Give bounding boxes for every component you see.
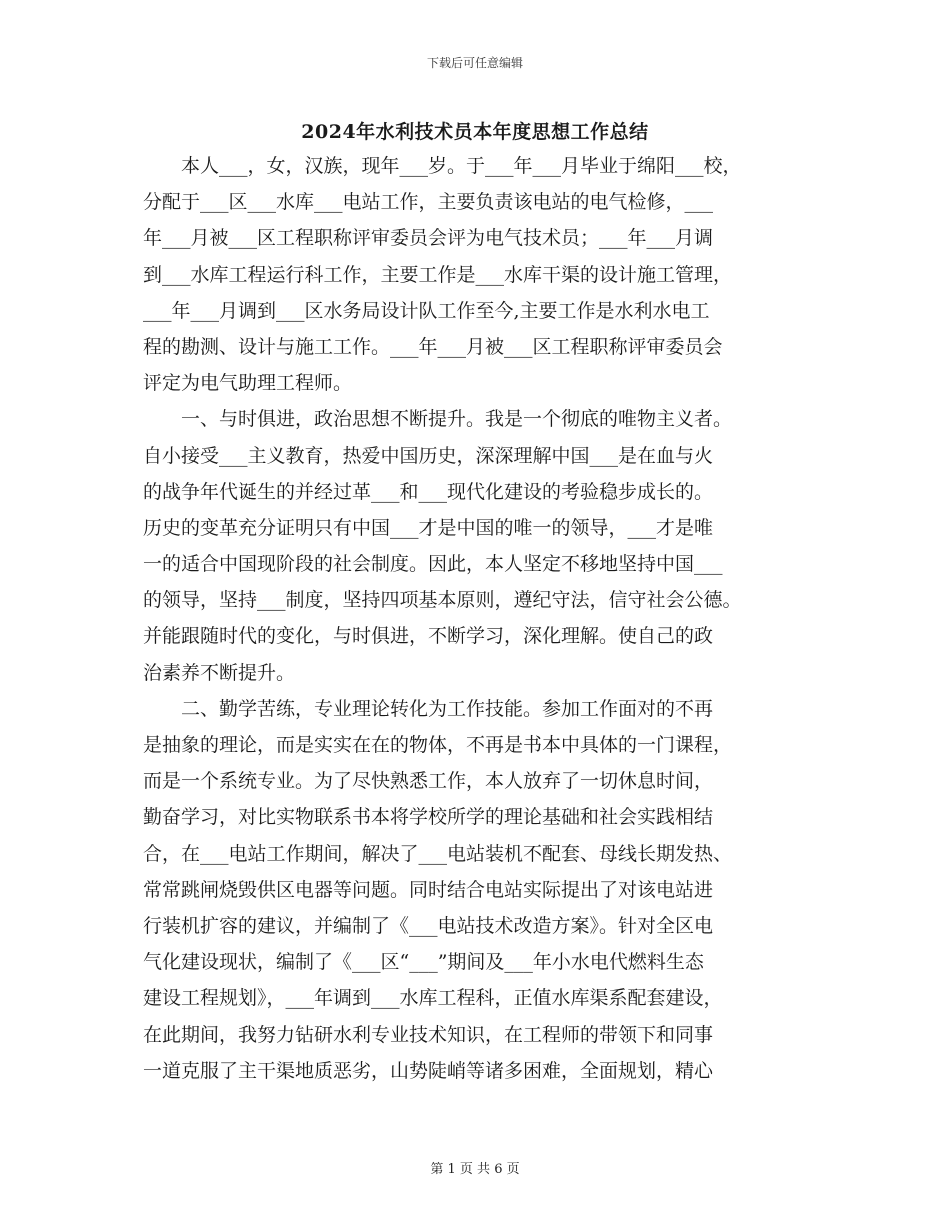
body-line: 自小接受___主义教育，热爱中国历史，深深理解中国___是在血与火 bbox=[143, 444, 714, 467]
body-line: 气化建设现状，编制了《___区“___”期间及___年小水电代燃料生态 bbox=[143, 951, 704, 974]
body-line: 到___水库工程运行科工作，主要工作是___水库干渠的设计施工管理， bbox=[143, 263, 733, 286]
body-line: 分配于___区___水库___电站工作，主要负责该电站的电气检修，___ bbox=[143, 191, 714, 214]
body-line: 建设工程规划》，___年调到___水库工程科，正值水库渠系配套建设， bbox=[143, 987, 723, 1010]
body-line: 是抽象的理论，而是实实在在的物体，不再是书本中具体的一门课程， bbox=[143, 734, 733, 756]
body-line: 的领导，坚持___制度，坚持四项基本原则，遵纪守法，信守社会公德。 bbox=[143, 589, 742, 612]
body-line: 程的勘测、设计与施工工作。___年___月被___区工程职称评审委员会 bbox=[143, 335, 723, 358]
body-line: 并能跟随时代的变化，与时俱进，不断学习，深化理解。使自己的政 bbox=[143, 625, 714, 648]
document-title: 2024年水利技术员本年度思想工作总结 bbox=[301, 121, 649, 143]
body-line: 的战争年代诞生的并经过革___和___现代化建设的考验稳步成长的。 bbox=[143, 480, 714, 503]
body-line: 一的适合中国现阶段的社会制度。因此，本人坚定不移地坚持中国___ bbox=[143, 553, 723, 576]
body-line: 一道克服了主干渠地质恶劣，山势陡峭等诸多困难，全面规划，精心 bbox=[143, 1059, 714, 1082]
page-number-footer: 第 1 页 共 6 页 bbox=[430, 1162, 520, 1177]
document-body bbox=[143, 148, 811, 1089]
body-line: 常常跳闸烧毁供区电器等问题。同时结合电站实际提出了对该电站进 bbox=[143, 878, 714, 901]
body-line: 二、勤学苦练，专业理论转化为工作技能。参加工作面对的不再 bbox=[143, 697, 714, 720]
body-line: 本人___，女，汉族，现年___岁。于___年___月毕业于绵阳___校， bbox=[143, 155, 742, 177]
body-line: 历史的变革充分证明只有中国___才是中国的唯一的领导，___才是唯 bbox=[143, 516, 714, 539]
body-line: 在此期间，我努力钻研水利专业技术知识，在工程师的带领下和同事 bbox=[143, 1023, 714, 1046]
body-line: 勤奋学习，对比实物联系书本将学校所学的理论基础和社会实践相结 bbox=[143, 806, 714, 829]
page-header-note: 下载后可任意编辑 bbox=[426, 56, 523, 70]
body-line: ___年___月调到___区水务局设计队工作至今,主要工作是水利水电工 bbox=[143, 299, 710, 322]
body-line: 合，在___电站工作期间，解决了___电站装机不配套、母线长期发热、 bbox=[143, 842, 733, 865]
body-line: 年___月被___区工程职称评审委员会评为电气技术员；___年___月调 bbox=[143, 227, 714, 250]
body-line: 一、与时俱进，政治思想不断提升。我是一个彻底的唯物主义者。 bbox=[143, 408, 733, 431]
body-line: 而是一个系统专业。为了尽快熟悉工作，本人放弃了一切休息时间， bbox=[143, 770, 714, 793]
body-line: 治素养不断提升。 bbox=[143, 661, 296, 684]
body-line: 评定为电气助理工程师。 bbox=[143, 372, 353, 395]
body-line: 行装机扩容的建议，并编制了《___电站技术改造方案》。针对全区电 bbox=[143, 914, 714, 937]
